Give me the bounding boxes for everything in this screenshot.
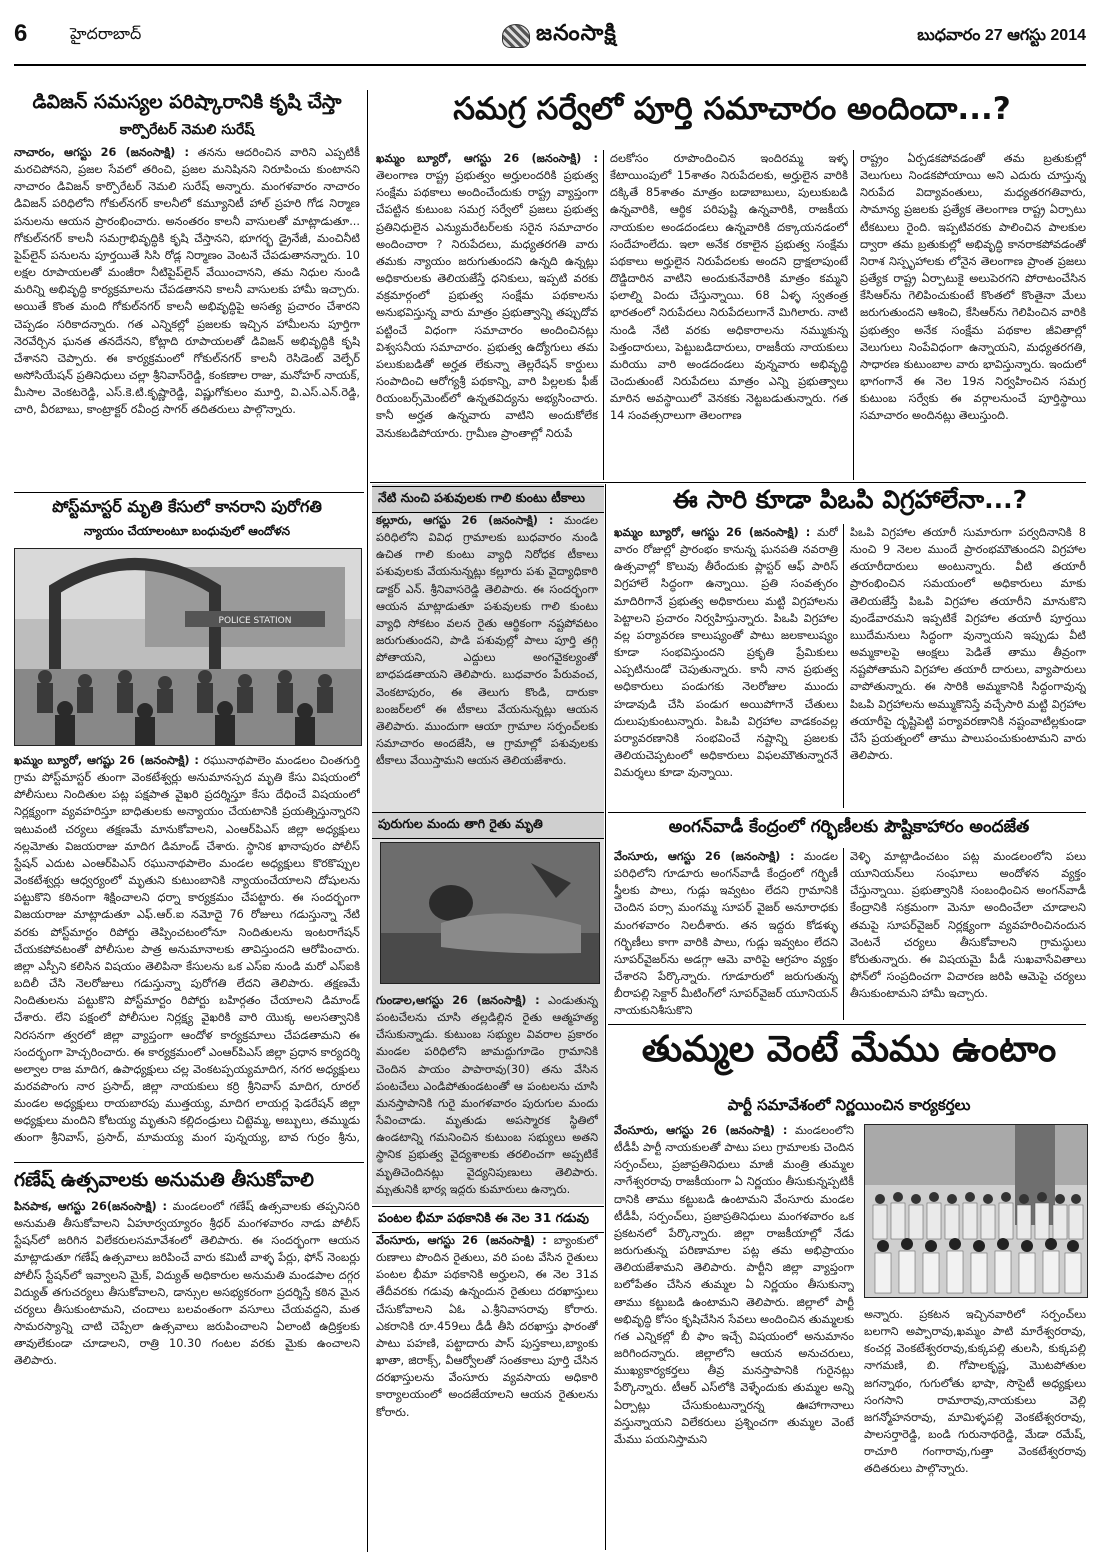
story-body: [14, 752, 360, 1150]
story-text: తనను ఆదరించిన వారిని ఎప్పటికీ మరచిపోనని, ప్రజల సేవలో తరించి, ప్రజల మనిషినని నిరూపించు కుంటానని నాచారం డివిజన్ కార్పొరేటర్ నెమలి సురేష్ అన్నారు. మంగళవారం నాచారం డివిజన్ పరిధిలోని గోకుల్‌నగర్ కాలనీలో కమ్యూనిటీ హాల్ ప్రహరి గోడ నిర్మాణ పనులను ఆయన ప్రారంభించారు. అనంతరం కాలనీ వాసులతో మాట్లాడుతూ... గోకుల్‌నగర్ కాలనీ సమగ్రాభివృద్ధికి కృషి చేస్తానని, భూగర్భ డ్రైనేజీ, మంచినీటి పైప్‌లైన్ పనులను పూర్తయితే సిసి రోడ్ల నిర్మాణం వెంటనే చేపడుతానన్నారు. 10 లక్షల రూపాయలతో మంజీరా నీటిపైప్‌లైన్ వేయించానని, తమ నిధుల నుండి మరిన్ని అభివృద్ధి కార్యక్రమాలను చేపడతానని కాలనీ వాసులకు హామీ ఇచ్చారు. అయితే కొంత మంది గోకుల్‌నగర్ కాలనీ అభివృద్ధిపై అసత్య ప్రచారం చేశారని చెప్పడం సరికాదన్నారు. గత ఎన్నికల్లో ప్రజలకు ఇచ్చిన హామీలను పూర్తిగా నెరవేర్చిన ఘనత తనదేనని, కోట్లాది రూపాయలతో డివిజన్ అభివృద్ధికి కృషి చేశానని చెప్పారు. ఈ కార్యక్రమంలో గోకుల్‌నగర్ కాలనీ రెసిడెంట్ వెల్ఫేర్ అసోసియేషన్ ప్రతినిధులు చల్లా శ్రీనివాస్‌రెడ్డి, కంకణాల రాజు, మనోహర్ నాయక్, మీసాల వెంకటరెడ్డి, ఎస్.కె.టి.కృష్ణారెడ్డి, విష్ణుగోకులం మూర్తి, వి.ఎస్.ఎన్.రెడ్డి, చారి, వీరబాబు, కాంట్రాక్టర్ రవీంద్ర సాగర్ తదితరులు పాల్గొన్నారు.: [14, 146, 360, 417]
photo-sign-text: POLICE STATION: [218, 616, 292, 626]
protest-photo: [14, 548, 362, 746]
story-text: మండలంలోని టీడీపీ పార్టీ నాయకులతో పాటు పలు గ్రామాలకు చెందిన సర్పంచ్‌లు, ప్రజాప్రతినిధులు మాజీ మంత్రి తుమ్మల నాగేశ్వరరావు రాజకీయంగా ఏ నిర్ణయం తీసుకున్నప్పటికీ దానికి తాము కట్టుబడి ఉంటామని వేంసూరు మండల టీడీపీ, సర్పంచ్‌లు, ప్రజాప్రతినిధులు మంగళవారం ఒక ప్రకటనలో పేర్కొన్నారు. జిల్లా రాజకీయాల్లో నేడు జరుగుతున్న పరిణామాల పట్ల తమ అభిప్రాయం తెలియజేశామని తెలిపారు. పార్టీని జిల్లా వ్యాప్తంగా బలోపేతం చేసిన తుమ్మల ఏ నిర్ణయం తీసుకున్నా తాము కట్టుబడి ఉంటామని తెలిపారు. జిల్లాలో పార్టీ అభివృద్ధి కోసం కృషిచేసిన సేవలు అందించిన తుమ్మలకు గత ఎన్నికల్లో బీ ఫాం ఇచ్చే విషయంలో అనుమానం జరిగిందన్నారు. జిల్లాలోని ఆయన అనుచరులు, ముఖ్యకార్యకర్తలు తీవ్ర మనస్తాపానికి గురైనట్లు పేర్కొన్నారు. టీఆర్ ఎస్‌లోకి వెళ్ళేందుకు తుమ్మల అన్ని ఏర్పాట్లు చేసుకుంటున్నారన్న ఊహాగానాలు వస్తున్నాయని విలేకరులు ప్రశ్నించగా తుమ్మల వెంటే మేము పయనిస్తామని: [614, 1124, 854, 1446]
story-text: దలకోసం రూపొందించిన ఇందిరమ్మ ఇళ్ళ కేటాయింపులో 15శాతం నిరుపేదలకు, అర్హులైన వారికి దక్కితే 85శాతం మాత్రం బడాబాబులు, పులుకుబడి ఉన్నవారికి, ఆర్థిక పరిపుష్టి ఉన్నవారికి, రాజకీయ నాయకుల అండదండలు ఉన్నవారికి దక్కాయనడంలో సందేహంలేదు. ఇలా అనేక రకాలైన ప్రభుత్వ సంక్షేమ పథకాలు అర్హులైన నిరుపేదలకు అందని ద్రాక్షలాపుంటే దొడ్డిదారిన వాటిని అందుకునేవారికి మాత్రం కమ్మని ఫలాల్ని విందు చేస్తున్నాయి. 68 ఏళ్ళ స్వతంత్ర భారతంలో నిరుపేదలు నిరుపేదలుగానే మిగిలారు. నాటి నుండి నేటి వరకు అధికారాలను నమ్ముకున్న పెత్తందారులు, పెట్టుబడిదారులు, రాజకీయ నాయకులు మరియు వారి అండదండలు వున్నవారు అభివృద్ధి చెందుతుంటే నిరుపేదలు మాత్రం ఎన్ని ప్రభుత్వాలు మారిన అవస్థాయిలో వెనకకు నెట్టబడుతున్నారు. గత 14 సంవత్సరాలుగా తెలంగాణ: [610, 152, 848, 423]
story-headline: ఈ సారి కూడా పిఒపి విగ్రహాలేనా...?: [672, 485, 1028, 514]
brief-text: బ్యాంకులో రుణాలు పొందిన రైతులు, వరి పంట వేసిన రైతులు పంటల భీమా పథకానికి అర్హులని, ఈ నెల 31వ తేదీవరకు గడువు ఉన్నందున రైతులు దరఖాస్తులు చేసుకోవాలని ఏఓ ఎ.శ్రీనివాసరావు కోరారు. ఎకరానికి రూ.459లు డీడీ తీసి దరఖాస్తు ఫారంతో పాటు పహణి, పట్టాదారు పాస్ పుస్తకాలు,బ్యాంకు ఖాతా, జిరాక్స్, వీఆర్వోలతో సంతకాలు పూర్తి చేసిన దరఖాస్తులను వేంసూరు వ్యవసాయ అధికారి కార్యాలయంలో అందజేయాలని ఆయన రైతులను కోరారు.: [376, 1234, 598, 1419]
story-dateline: నాచారం, ఆగస్టు 26 (జనంసాక్షి) :: [14, 146, 189, 159]
farmer-photo: [380, 842, 600, 984]
brief-headline: పంటల భీమా పథకానికి ఈ నెల 31 గడువు: [372, 1206, 604, 1233]
story-dateline: వేంసూరు, ఆగస్టు 26 (జనంసాక్షి) :: [614, 1124, 788, 1137]
issue-date: బుధవారం 27 ఆగస్టు 2014: [917, 27, 1086, 44]
story-dateline: వేంసూరు, ఆగస్టు 26 (జనంసాక్షి) :: [614, 850, 795, 863]
story-text: తెలంగాణ రాష్ట్ర ప్రభుత్వం అర్హులందరికి ప్రభుత్వ సంక్షేమ పథకాలు అందించేందుకు రాష్ట్ర వ్యాప్తంగా చేపట్టిన కుటుంబ సమగ్ర సర్వేలో ప్రజలు ప్రభుత్వ ప్రతినిధులైన ఎన్యుమరేటర్‌లకు సరైన సమాచారం అందించారా ? నిరుపేదలు, మధ్యతరగతి వారు తమకు న్యాయం జరుగుతుందని ఉన్నది ఉన్నట్లు అధికారులకు తెలియజేస్తే ధనికులు, ఇప్పటి వరకు వక్రమార్గంలో ప్రభుత్వ సంక్షేమ పథకాలను అనుభవిస్తున్న వారు మాత్రం ప్రభుత్వాన్ని తప్పుదోవ పట్టించే విధంగా సమాచారం అందించినట్లు విశ్వసనీయ సమాచారం. ప్రభుత్వ ఉద్యోగులు తమ పలుకుబడితో అర్హత లేకున్నా తెల్లరేషన్ కార్డులు సంపాదించి ఆరోగ్యశ్రీ పథకాన్ని, వారి పిల్లలకు ఫీజ్ రియంబర్స్‌మెంట్‌లో ఉన్నతవిద్యను అభ్యసించారు. కానీ అర్హత ఉన్నవారు వాటిని అందుకోలేక వెనుకబడిపోయారు. గ్రామీణ ప్రాంతాల్లో నిరుపే: [376, 169, 598, 440]
story-text: వెళ్ళి మాట్లాడించటం పట్ల మండలంలోని పలు యూనియన్‌లు సంఘాలు అందోళన వ్యక్తం చేస్తున్నాయి. ప్రభుత్వానికి సంబంధించిన అంగన్‌వాడీ కేంద్రానికి సక్రమంగా మెనూ అందించేలా చూడాలని తమపై సూపర్‌వైజర్ నిర్లక్ష్యంగా వ్యవహరించినందున వెంటనే చర్యలు తీసుకోవాలని గ్రామస్థులు కోరుతున్నారు. ఈ విషయమై పీడీ సుఖవాసేవితాలు ఫోన్‌లో సంప్రదించగా విచారణ జరిపి ఆమెపై చర్యలు తీసుకుంటామని హామీ ఇచ్చారు.: [850, 850, 1086, 1001]
story-text: పిఒపి విగ్రహాల తయారీ సుమారుగా పర్వదినానికి 8 నుంచి 9 నెలల ముందే ప్రారంభమౌతుందని విగ్రహాల తయారీదారులు అంటున్నారు. వీటి తయారీ ప్రారంభించిన సమయంలో అధికారులు మాకు తెలియజేస్తే పిఒపి విగ్రహాల తయారీని మానుకొని వుండేవారమని ఇప్పటికే విగ్రహాల తయారీ పూర్తయి ఋదేమనులు సిద్ధంగా వున్నాయని ఇప్పుడు వీటి అమ్మకాలపై ఆంక్షలు పెడితే తాము తీవ్రంగా నష్టపోతామని విగ్రహాల తయారీ దారులు, వ్యాపారులు వాపోతున్నారు. ఈ సారికి అమ్మకానికి సిద్ధంగావున్న పిఒపి విగ్రహాలను అమ్ముకొనిస్తే వచ్చేసారి మట్టి విగ్రహాల తయారీపై దృష్టిపెట్టి పర్యావరణానికి నష్టంవాటిల్లకుండా చేసే ప్రయత్నంలో తాము పాలుపంచుకుంటామని వారు తెలిపారు.: [850, 526, 1086, 763]
story-divider: [608, 1024, 1086, 1025]
column-divider: [603, 150, 604, 480]
story-body-column: [614, 524, 838, 808]
brief-body: [376, 1232, 598, 1550]
story-subheadline: పార్టీ సమావేశంలో నిర్ణయించిన కార్యకర్తలు: [727, 1096, 971, 1114]
lead-headline: సమగ్ర సర్వేలో పూర్తి సమాచారం అందిందా...?: [453, 91, 1011, 127]
story-divider: [370, 482, 1086, 483]
newspaper-name: జనంసాక్షి: [536, 21, 617, 46]
story-divider: [14, 1162, 364, 1163]
story-body-column: [860, 150, 1086, 480]
story-dateline: పినపాక, ఆగస్టు 26(జనంసాక్షి) :: [14, 1200, 168, 1213]
story-headline: అంగన్‌వాడీ కేంద్రంలో గర్భిణీలకు పౌష్టికాహారం అందజేత: [668, 817, 1030, 837]
story-body-column: [614, 848, 838, 1020]
story-dateline: ఖమ్మం బ్యూరో, ఆగస్టు 26 (జనంసాక్షి) :: [376, 152, 598, 165]
story-body-column: [610, 150, 848, 480]
brief-text: మండల పరిధిలోని వివిధ గ్రామాలకు బుధవారం నుండి ఉచిత గాలి కుంటు వ్యాధి నిరోధక టీకాలు పశువులకు వేయనున్నట్లు కల్లూరు పశు వైద్యాధికారి డాక్టర్ ఎన్. శ్రీనివాసరెడ్డి తెలిపారు. ఈ సందర్భంగా ఆయన మాట్లాడుతూ పశువులకు గాలి కుంటు వ్యాధి సోకటం వలన రైతు ఆర్థికంగా నష్టపోవటం జరుగుతుందని, పాడి పశువుల్లో పాలు పూర్తి తగ్గి పోతాయని, ఎద్దులు అంగవైకల్యంతో బాధపడతాయని తెలిపారు. బుధవారం పేరువంచ, వెంకటాపురం, ఈ తెలుగు కొండి, దారుకా బంజర్‌లలో ఈ టీకాలు వేయనున్నట్లు ఆయన తెలిపారు. ముందుగా ఆయా గ్రామాల సర్పంచ్‌లకు సమాచారం అందజేసి, ఆ గ్రామాల్లో పశువులకు టీకాలు వేయిస్తామని ఆయన తెలియజేశారు.: [376, 514, 598, 768]
column-divider: [367, 90, 368, 1552]
story-text: మండలంలో గణేష్ ఉత్సవాలకు తప్పనిసరి అనుమతి తీసుకోవాలని ఏహూర్వయ్యారం శ్రీధర్ మంగళవారం నాడు పోలీస్ స్టేషన్‌లో జరిగిన విలేకరులసమావేశంలో తెలిపారు. ఈ సందర్భంగా ఆయన మాట్లాడుతూ గణేష్ ఉత్సవాలు జరిపించే వారు కమిటీ వాళ్ళ పేర్లు, ఫోన్ నెంబర్లు పోలీస్ స్టేషన్‌లో ఇవ్వాలని మైక్, విద్యుత్ అధికారుల అనుమతి మండపాల దగ్గర విద్యుత్ తగుచర్యలు తీసుకోవాలని, డాన్సుల అసభ్యకరంగా ప్రదర్శిస్తే కఠిన మైన చర్యలు తీసుకుంటామని, చందాలు బలవంతంగా వసూలు చేయవద్దని, మత సామరస్యాన్ని చాటి చెప్పేలా ఉత్సవాలు జరుపించాలని ఏలాంటి ఉద్రిక్తలకు తావులేకుండా చూడాలని, రాత్రి 10.30 గంటల వరకు మైకు ఉంచాలని తెలిపారు.: [14, 1200, 360, 1368]
column-divider: [853, 150, 854, 480]
story-body-column: [376, 150, 598, 480]
brief-dateline: వేంసూరు, ఆగస్టు 26 (జనంసాక్షి) :: [376, 1234, 547, 1247]
story-text: రాష్ట్రం ఏర్పడకపోవడంతో తమ బ్రతుకుల్లో వెలుగులు నిండకపోయాయి అని ఎదురు చూస్తున్న నిరుపేద విద్యావంతులు, మధ్యతరగతివారు, సామాన్య ప్రజలకు ప్రత్యేక తెలంగాణ రాష్ట్ర ఏర్పాటు టీకటులు రైంది. ఇప్పటివరకు పాలించిన పాలకుల ద్వారా తమ బ్రతుకుల్లో అభివృద్ధి కానరాకపోవడంతో నిరాశ నిస్పృహాలకు లోనైన తెలంగాణ ప్రాంత ప్రజలు ప్రత్యేక రాష్ట్ర ఏర్పాటుకై అలుపెరగని పోరాటంచేసిన కేసిఆర్‌ను గెలిపించుకుంటే కొంతలో కొంతైనా మేలు జరుగుతుందని ఆశించి, కేసిఆర్‌ను గెలిపించిన వారికి ప్రభుత్వం అనేక సంక్షేమ పథకాల జీవితాల్లో వెలుగులు నింపేవిధంగా ఉన్నాయని, మధ్యతరగతి, సాధారణ కుటుంబాల వారు భావిస్తున్నారు. ఇందులో భాగంగానే ఈ నెల 19న నిర్వహించిన సమగ్ర కుటుంబ సర్వేకు ఈ వర్గాలనుంచే పూర్తిస్థాయి సమాచారం అందినట్లు తెలుస్తుంది.: [860, 152, 1086, 423]
brief-body: [376, 512, 598, 804]
column-divider: [843, 848, 844, 1020]
column-divider: [605, 484, 606, 1550]
story-subheadline: న్యాయం చేయాలంటూ బంధువులో ఆందోళన: [83, 524, 291, 538]
story-headline: గణేష్ ఉత్సవాలకు అనుమతి తీసుకోవాలి: [14, 1169, 314, 1191]
story-headline: పోస్ట్‌మాస్టర్ మృతి కేసులో కానరాని పురోగతి: [52, 497, 322, 516]
story-text: మరో వారం రోజుల్లో ప్రారంభం కానున్న ఘనపతి నవరాత్రి ఉత్సవాల్లో కొలువు తీరేందుకు ప్లాస్టర్ ఆఫ్ పారిస్ విగ్రహాలే సిద్ధంగా ఉన్నాయి. ప్రతి సంవత్సరం మాదిరిగానే ప్రభుత్వ అధికారులు మట్టి విగ్రహాలను పెట్టాలని ప్రచారం నిర్వహిస్తున్నారు. పిఒపి విగ్రహాల వల్ల పర్యావరణ కాలుష్యంతో పాటు జలకాలుష్యం కూడా సంభవిస్తుందని ప్రకృతి ప్రేమికులు ఎప్పటినుండో చెపుతున్నారు. కానీ నాన ప్రభుత్వ అధికారులు పండుగకు నెలరోజుల ముందు హడావుడి చేసి పండుగ అయిపోగానే చేతులు దులుపుకుంటున్నారు. పిఒపి విగ్రహాల వాడకంవల్ల పర్యావరణానికి సంభవించే నష్టాన్ని ప్రజలకు తెలియచెప్పటంలో అధికారులు విఫలమౌతున్నారనే విమర్శలు కూడా వున్నాయి.: [614, 526, 838, 780]
logo-emblem-icon: [502, 24, 530, 48]
column-divider: [843, 524, 844, 808]
story-body: [14, 1198, 360, 1548]
story-body-column: [850, 524, 1086, 808]
brief-text: ఎండుతున్న పంటచేలను చూసి తల్లడిల్లిన రైతు ఆత్మహత్య చేసుకున్నాడు. కుటుంబ సభ్యుల వివరాల ప్రకారం మండల పరిధిలోని జామద్దుగూడెం గ్రామానికి చెందిన పాయం పాపారావు(30) తను వేసిన పంటచేలు ఎండిపోతుండటంతో ఆ పంటలను చూసి మనస్తాపానికి గురై మంగళవారం పురుగుల మందు సేవించాడు. మృతుడు అపస్మారక స్థితిలో ఉండటాన్ని గమనించిన కుటుంబ సభ్యులు అతని స్థానిక ప్రభుత్వ వైద్యశాలకు తరలించగా అప్పటికే మృతిచెందినట్లు వైద్యనిపుణులు తెలిపారు. మృతునికి భార్య ఇద్దరు కుమారులు ఉన్నారు.: [376, 994, 598, 1196]
story-subheadline: కార్పొరేటర్ నెమలి సురేష్: [119, 122, 255, 138]
party-meeting-photo: [864, 1124, 1088, 1298]
brief-body: [376, 992, 598, 1196]
story-text: అన్నారు. ప్రకటన ఇచ్చినవారిలో సర్పంచ్‌లు బలగాని అప్పారావు,ఖమ్మం పాటి మారేశ్వరరావు, కంచర్ల వెంకటేశ్వరరావు,కుక్కపల్లి తులసి, కుక్కపల్లి నాగమణి, బి. గోపాలకృష్ణ, మొటపోతుల జగన్నాథం, గుగులోతు భాషా, సొసైటీ అధ్యక్షులు సంగసాని రామారావు,నాయకులు వెల్లి జగన్మోహనరావు, మామిళ్ళపల్లి వెంకటేశ్వరరావు, పాలసర్తారెడ్డి, బండి గురునాథరెడ్డి, మేడా రమేష్, రాచూరి గంగారావు,గుత్తా వెంకటేశ్వరరావు తదితరులు పాల్గొన్నారు.: [864, 1308, 1086, 1476]
story-headline: డివిజన్ సమస్యల పరిష్కారానికి కృషి చేస్తా: [32, 91, 342, 113]
story-body: [14, 144, 360, 488]
story-headline: తుమ్మల వెంటే మేము ఉంటాం: [641, 1029, 1057, 1070]
brief-headline: పురుగుల మందు తాగి రైతు మృతి: [372, 812, 604, 839]
story-body-column: [864, 1306, 1086, 1550]
story-text: మండల పరిధిలోని గూడూరు అంగన్‌వాడీ కేంద్రంలో గర్భిణీ స్త్రీలకు పాలు, గుడ్లు ఇవ్వటం లేదని గ్రామానికి చెందిన పర్సా మంగమ్మ సూపర్ వైజర్ అనూరాధకు మంగళవారం నిలదీశారు. తన ఇద్దరు కోడళ్ళు గర్భిణీలు కాగా వారికి పాలు, గుడ్లు ఇవ్వటం లేదని సూపర్‌వైజర్‌ను అడగ్గా ఆమె వారిపై ఆగ్రహం వ్యక్తం చేశారని పేర్కొన్నారు. గూడూరులో జరుగుతున్న బీరాపల్లి సెక్టార్ మీటింగ్‌లో సూపర్‌వైజర్ యూనియన్ నాయకునిశీసుకొని: [614, 850, 838, 1018]
story-text: రఘునాథపాలెం మండలం చింతగుర్తి గ్రామ పోస్ట్‌మాస్టర్ తుంగా వెంకటేశ్వర్లు అనుమానస్పద మృతి కేసు విషయంలో పోలీసులు నిందితుల పట్ల పక్షపాత వైఖరి ప్రదర్శిస్తూ కేసు దేధించే విషయంలో నిర్లక్ష్యంగా వ్యవహరిస్తూ బాధితులకు అన్యాయం చేయటానికి ప్రయత్నిస్తున్నారని ఇటువంటి చర్యలు తక్షణమే మానుకోవాలని, ఎంఆర్‌పిఎస్ జిల్లా అధ్యక్షులు నల్లమోతు విజయరాజు మాదిగ డిమాండ్ చేశారు. స్థానిక ఖానాపురం పోలీస్ స్టేషన్ ఎదుట ఎంఆర్‌పిఎస్ రఘునాథపాలెం మండల అధ్యక్షులు కొరకొప్పుల వెంకటేశ్వర్లు ఆధ్వర్యంలో మృతుని కుటుంబానికి న్యాయంచేయాలని దోషులను పట్టుకొని కఠినంగా శిక్షించాలని ధర్నా కార్యక్రమం చేపట్టారు. ఈ సందర్భంగా విజయరాజు మాట్లాడుతూ ఎఫ్.ఆర్.ఐ నమోదై 76 రోజులు గడుస్తున్నా నేటి వరకు పోస్ట్‌మార్టం రిపోర్టు తెప్పించటంలోనూ నిందితులను ఇంటరాగేషన్ చేయకపోవటంతో పోలీసుల పాత్ర అనుమానాలకు తావిస్తుందని ఆరోపించారు. జిల్లా ఎస్పీని కలిసిన విషయం తెలిపినా కేసులను ఒక ఎస్ఐ నుండి మరో ఎస్ఐకి బదిలీ చేసి నెలరోజులు గడుస్తున్నా పురోగతి లేదని తెలిపారు. తక్షణమే నిందితులను పట్టుకొని పోస్ట్‌మార్టం రిపోర్టు బహిర్గతం చేయాలని డిమాండ్ చేశారు. లేని పక్షంలో పోలీసుల నిర్లక్ష్య వైఖరికి వారి యొక్క అలసత్వానికి నిరసనగా త్వరలో జిల్లా వ్యాప్తంగా ఆందోళ కార్యక్రమాలు చేపడతామని ఈ సందర్భంగా హెచ్చరించారు. ఈ కార్యక్రమంలో ఎంఆర్‌పిఎస్ జిల్లా ప్రధాన కార్యదర్శి అల్వాల రాజ మాదిగ, ఉపాధ్యక్షులు చల్ల వెంకటప్పయ్యమాదిగ, నగర అధ్యక్షులు మరవపొంగు నార ప్రసాద్, జిల్లా నాయకులు కర్రి శ్రీనివాస్ మాదిగ, రూరల్ మండల అధ్యక్షులు రాయబారపు ముత్తయ్య, మాదిగ లాయర్ల ఫెడరేషన్ జిల్లా అధ్యక్షులు మందిని కోటయ్య మృతుని కల్లిదండ్రులు చిట్టెమ్మ, అబ్బులు, తమ్ముడు తుంగా శ్రీనివాస్, ప్రసాద్, మామయ్య మంగ పున్నయ్య, బావ గుర్రం శ్రీను,: [14, 754, 360, 1145]
page-number: 6: [14, 20, 28, 47]
story-dateline: ఖమ్మం బ్యూరో, ఆగస్టు 26 (జనంసాక్షి) :: [614, 526, 811, 539]
masthead: [14, 14, 1086, 66]
brief-headline: నేటి నుంచి పశువులకు గాలి కుంటు టీకాలు: [372, 486, 604, 513]
newspaper-logo: [502, 18, 652, 54]
story-body-column: [614, 1122, 854, 1550]
brief-dateline: కల్లూరు, ఆగస్టు 26 (జనంసాక్షి) :: [376, 514, 554, 527]
story-divider: [14, 492, 364, 493]
story-body-column: [850, 848, 1086, 1020]
story-divider: [608, 812, 1086, 813]
story-dateline: ఖమ్మం బ్యూరో, ఆగష్టు 26 (జనంసాక్షి) :: [14, 754, 199, 767]
city-label: హైదరాబాద్: [70, 24, 142, 43]
brief-dateline: గుండాల,ఆగస్టు 26 (జనంసాక్షి) :: [376, 994, 540, 1007]
